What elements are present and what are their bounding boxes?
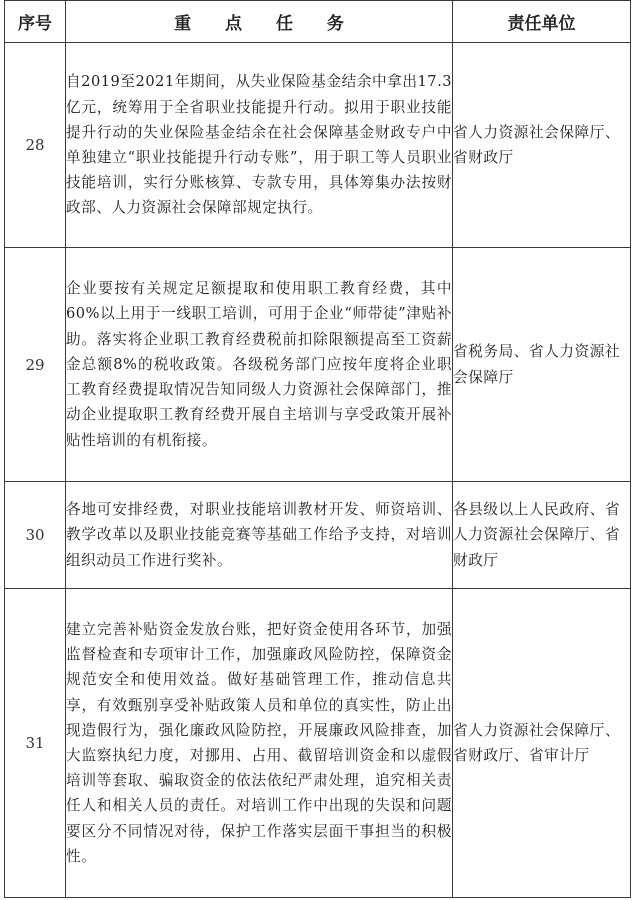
table-row <box>5 482 631 589</box>
table-row <box>5 43 631 248</box>
table-header-row <box>5 1 631 43</box>
row-responsible-unit: 各县级以上人民政府、省人力资源社会保障厅、省财政厅 <box>453 482 631 589</box>
row-task-text: 各地可安排经费，对职业技能培训教材开发、师资培训、教学改革以及职业技能竞赛等基础工作给予支持，对培训组织动员工作进行奖补。 <box>66 482 453 589</box>
table-row <box>5 248 631 482</box>
row-task-text: 自2019至2021年期间，从失业保险基金结余中拿出17.3亿元，统筹用于全省职业技能提升行动。拟用于职业技能提升行动的失业保险基金结余在社会保障基金财政专户中单独建立“职业技能提升行动专账”，用于职工等人员职业技能培训，实行分账核算、专款专用，具体筹集办法按财政部、人力资源社会保障部规定执行。 <box>66 43 453 248</box>
header-key-task-label: 重 点 任 务 <box>174 14 358 34</box>
header-key-task <box>66 1 453 43</box>
row-number: 28 <box>5 43 66 248</box>
row-number: 30 <box>5 482 66 589</box>
header-number: 序号 <box>5 1 66 43</box>
row-number: 29 <box>5 248 66 482</box>
row-task-text: 企业要按有关规定足额提取和使用职工教育经费，其中60%以上用于一线职工培训，可用于企业“师带徒”津贴补助。落实将企业职工教育经费税前扣除限额提高至工资薪金总额8%的税收政策。各级税务部门应按年度将企业职工教育经费提取情况告知同级人力资源社会保障部门，推动企业提取职工教育经费开展自主培训与享受政策开展补贴性培训的有机衔接。 <box>66 248 453 482</box>
row-responsible-unit: 省人力资源社会保障厅、省财政厅 <box>453 43 631 248</box>
row-task-text: 建立完善补贴资金发放台账，把好资金使用各环节，加强监督检查和专项审计工作，加强廉政风险防控，保障资金规范安全和使用效益。做好基础管理工作，推动信息共享，有效甄别享受补贴政策人员和单位的真实性，防止出现造假行为，强化廉政风险防控，开展廉政风险排查，加大监察执纪力度，对挪用、占用、截留培训资金和以虚假培训等套取、骗取资金的依法依纪严肃处理，追究相关责任人和相关人员的责任。对培训工作中出现的失误和问题要区分不同情况对待，保护工作落实层面干事担当的积极性。 <box>66 589 453 898</box>
table-row <box>5 589 631 898</box>
task-responsibility-table <box>4 0 631 898</box>
row-responsible-unit: 省人力资源社会保障厅、省财政厅、省审计厅 <box>453 589 631 898</box>
row-responsible-unit: 省税务局、省人力资源社会保障厅 <box>453 248 631 482</box>
header-responsible-unit: 责任单位 <box>453 1 631 43</box>
row-number: 31 <box>5 589 66 898</box>
